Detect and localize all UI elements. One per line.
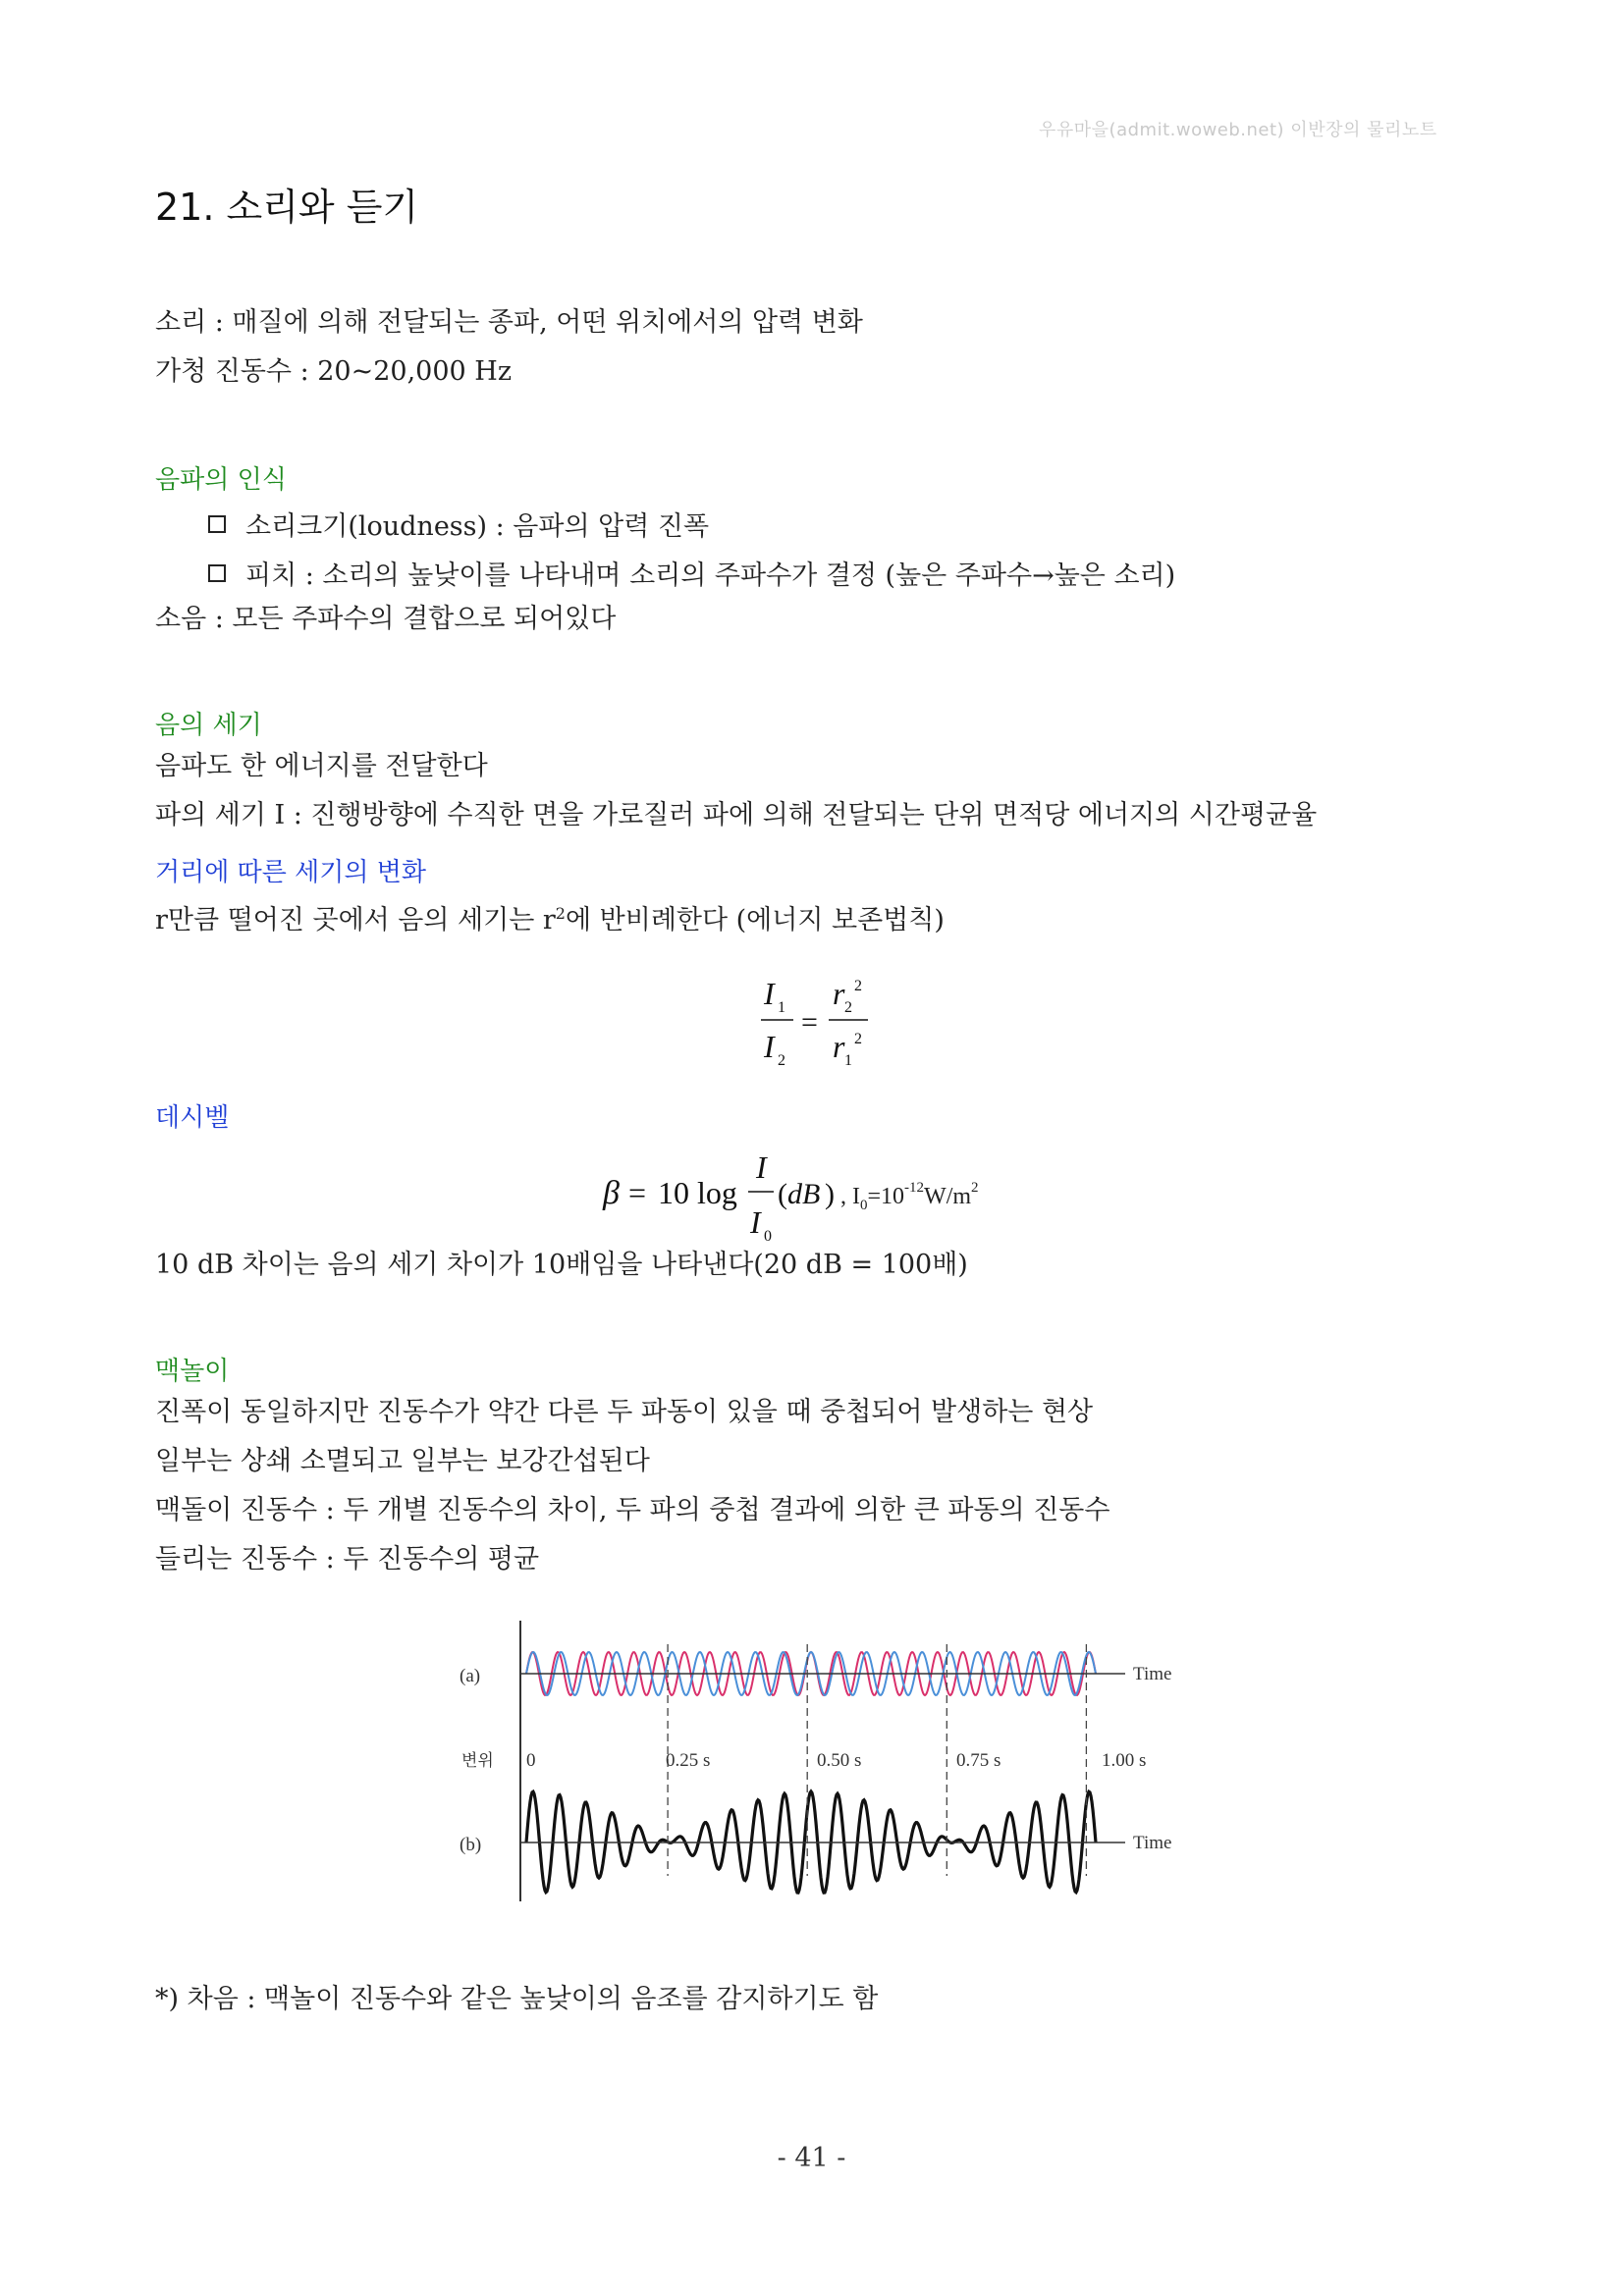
beats-line-3: 맥돌이 진동수 : 두 개별 진동수의 차이, 두 파의 중첩 결과에 의한 큰 파동의 진동수 [155, 1495, 1110, 1525]
svg-text:10 log: 10 log [658, 1175, 737, 1210]
svg-text:I: I [756, 1149, 767, 1185]
section-heading-perception: 음파의 인식 [155, 465, 287, 495]
tick-label-075: 0.75 s [956, 1750, 1001, 1771]
tick-label-050: 0.50 s [817, 1750, 862, 1771]
svg-text:I: I [764, 1029, 775, 1064]
intro-audible-range: 가청 진동수 : 20~20,000 Hz [155, 356, 513, 387]
label-a: (a) [460, 1666, 481, 1686]
decibel-equation [601, 1139, 1053, 1247]
beats-line-1: 진폭이 동일하지만 진동수가 약간 다른 두 파동이 있을 때 중첩되어 발생하는 현상 [155, 1397, 1094, 1427]
tick-label-0: 0 [526, 1750, 536, 1771]
checkbox-square-icon [208, 564, 226, 582]
page-number: - 41 - [777, 2143, 846, 2173]
svg-text:(: ( [778, 1178, 787, 1210]
footnote: *) 차음 : 맥놀이 진동수와 같은 높낮이의 음조를 감지하기도 함 [155, 1984, 879, 2014]
intensity-line-2: 파의 세기 I : 진행방향에 수직한 면을 가로질러 파에 의해 전달되는 단위 면적당 에너지의 시간평균율 [155, 800, 1318, 830]
decibel-explanation: 10 dB 차이는 음의 세기 차이가 10배임을 나타낸다(20 dB = 100배) [155, 1250, 968, 1280]
svg-text:2: 2 [778, 1052, 785, 1069]
subheading-distance: 거리에 따른 세기의 변화 [155, 858, 426, 887]
svg-text:2: 2 [854, 978, 862, 994]
header-note: 우유마을(admit.woweb.net) 이반장의 물리노트 [1039, 120, 1437, 140]
noise-line: 소음 : 모든 주파수의 결합으로 되어있다 [155, 604, 617, 634]
time-label-a: Time [1133, 1664, 1172, 1684]
svg-text:dB: dB [787, 1178, 821, 1210]
svg-text:2: 2 [844, 999, 852, 1016]
svg-text:0: 0 [764, 1228, 772, 1245]
section-heading-decibel: 데시벨 [155, 1103, 230, 1133]
page-title: 21. 소리와 듣기 [155, 186, 419, 229]
svg-text:r: r [833, 976, 845, 1011]
svg-text:): ) [825, 1178, 835, 1210]
tick-label-025: 0.25 s [666, 1750, 711, 1771]
displacement-label: 변위 [461, 1751, 494, 1771]
svg-text:I: I [764, 976, 775, 1011]
svg-text:=: = [628, 1175, 647, 1210]
svg-text:I: I [750, 1204, 761, 1240]
svg-text:r: r [833, 1029, 845, 1064]
svg-text:2: 2 [854, 1031, 862, 1047]
beats-line-2: 일부는 상쇄 소멸되고 일부는 보강간섭된다 [155, 1446, 650, 1476]
svg-text:=: = [801, 1006, 818, 1039]
intensity-line-1: 음파도 한 에너지를 전달한다 [155, 751, 488, 781]
label-b: (b) [460, 1835, 482, 1855]
tick-label-100: 1.00 s [1102, 1750, 1147, 1771]
intensity-line-3: r만큼 떨어진 곳에서 음의 세기는 $r^2$에 반비례한다 (에너지 보존법칙) [155, 904, 945, 935]
svg-text:1: 1 [844, 1052, 852, 1069]
svg-text:β: β [603, 1175, 620, 1211]
svg-text:1: 1 [778, 999, 785, 1016]
inverse-square-equation [756, 967, 884, 1075]
bullet-loudness: 소리크기(loudness) : 음파의 압력 진폭 [208, 505, 709, 543]
beats-line-4: 들리는 진동수 : 두 진동수의 평균 [155, 1544, 540, 1575]
checkbox-square-icon [208, 515, 226, 533]
section-heading-intensity: 음의 세기 [155, 711, 262, 740]
beats-waveform-figure [448, 1615, 1184, 1909]
time-label-b: Time [1133, 1833, 1172, 1853]
svg-text:, I0=10-12W/m2: , $I_0=10^{-12}W/m^2$ [840, 1180, 979, 1213]
section-heading-beats: 맥놀이 [155, 1357, 230, 1386]
intro-sound-definition: 소리 : 매질에 의해 전달되는 종파, 어떤 위치에서의 압력 변화 [155, 307, 863, 338]
bullet-pitch: 피치 : 소리의 높낮이를 나타내며 소리의 주파수가 결정 (높은 주파수→높은 소리) [208, 554, 1175, 592]
